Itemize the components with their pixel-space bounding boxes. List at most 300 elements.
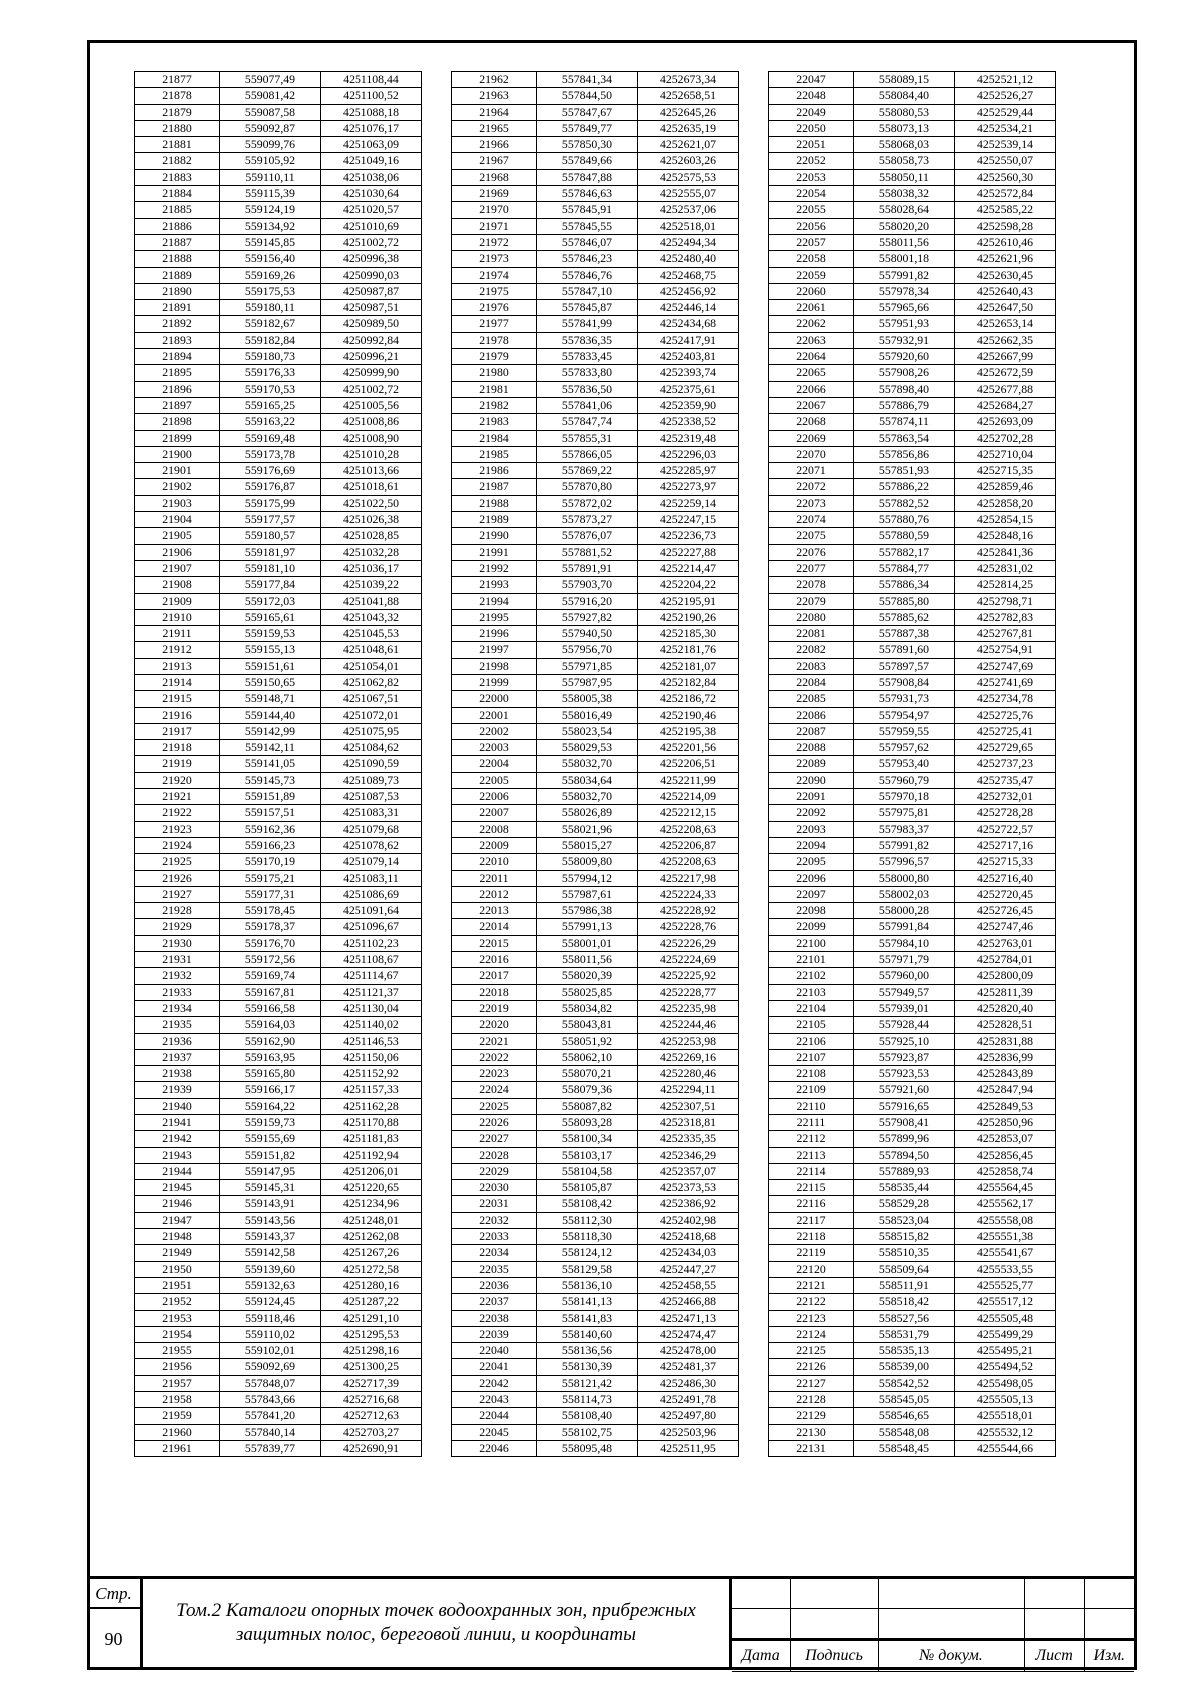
y-coordinate: 4252539,14 [955,137,1056,153]
y-coordinate: 4252684,27 [955,397,1056,413]
table-row [135,854,422,870]
y-coordinate: 4255495,21 [955,1343,1056,1359]
point-number: 22068 [769,414,854,430]
point-number: 22123 [769,1310,854,1326]
point-number: 21974 [452,267,537,283]
y-coordinate: 4252481,37 [638,1359,739,1375]
table-row [769,495,1056,511]
point-number: 21991 [452,544,537,560]
table-row [769,593,1056,609]
y-coordinate: 4251018,61 [321,479,422,495]
point-number: 22023 [452,1066,537,1082]
y-coordinate: 4252716,68 [321,1392,422,1408]
x-coordinate: 559180,11 [220,300,321,316]
table-row [769,1033,1056,1049]
x-coordinate: 559163,22 [220,414,321,430]
x-coordinate: 557908,26 [854,365,955,381]
x-coordinate: 557978,34 [854,283,955,299]
point-number: 22082 [769,642,854,658]
coordinate-table-1 [134,71,422,1457]
table-row [769,1180,1056,1196]
table-row [135,1033,422,1049]
table-row [135,626,422,642]
point-number: 22099 [769,919,854,935]
y-coordinate: 4251100,52 [321,88,422,104]
x-coordinate: 557845,87 [537,300,638,316]
x-coordinate: 557844,50 [537,88,638,104]
x-coordinate: 557965,66 [854,300,955,316]
y-coordinate: 4251206,01 [321,1163,422,1179]
point-number: 22048 [769,88,854,104]
x-coordinate: 559099,76 [220,137,321,153]
table-row [135,952,422,968]
table-row [769,1115,1056,1131]
x-coordinate: 557847,67 [537,104,638,120]
y-coordinate: 4252734,78 [955,691,1056,707]
y-coordinate: 4252280,46 [638,1066,739,1082]
table-row [135,251,422,267]
point-number: 22069 [769,430,854,446]
point-number: 21975 [452,283,537,299]
table-row [135,479,422,495]
point-number: 22006 [452,789,537,805]
point-number: 21906 [135,544,220,560]
point-number: 22130 [769,1424,854,1440]
table-row [452,1180,739,1196]
x-coordinate: 559151,82 [220,1147,321,1163]
y-coordinate: 4252319,48 [638,430,739,446]
table-row [769,952,1056,968]
table-row [135,935,422,951]
point-number: 22029 [452,1163,537,1179]
x-coordinate: 558095,48 [537,1440,638,1456]
y-coordinate: 4252853,07 [955,1131,1056,1147]
point-number: 21915 [135,691,220,707]
table-row [135,968,422,984]
point-number: 22125 [769,1343,854,1359]
y-coordinate: 4252754,91 [955,642,1056,658]
table-row [452,316,739,332]
point-number: 22066 [769,381,854,397]
table-row [769,349,1056,365]
x-coordinate: 559165,80 [220,1066,321,1082]
y-coordinate: 4251038,06 [321,169,422,185]
table-row [769,1392,1056,1408]
table-row [769,609,1056,625]
point-number: 21981 [452,381,537,397]
x-coordinate: 558001,01 [537,935,638,951]
table-row [452,854,739,870]
x-coordinate: 558058,73 [854,153,955,169]
point-number: 21893 [135,332,220,348]
table-row [452,1261,739,1277]
table-row [452,870,739,886]
x-coordinate: 558079,36 [537,1082,638,1098]
point-number: 22033 [452,1229,537,1245]
y-coordinate: 4252244,46 [638,1017,739,1033]
y-coordinate: 4252635,19 [638,120,739,136]
point-number: 21994 [452,593,537,609]
table-row [769,300,1056,316]
y-coordinate: 4252647,50 [955,300,1056,316]
table-row [135,1066,422,1082]
y-coordinate: 4252224,69 [638,952,739,968]
y-coordinate: 4252225,92 [638,968,739,984]
y-coordinate: 4252458,55 [638,1277,739,1293]
x-coordinate: 558136,56 [537,1343,638,1359]
y-coordinate: 4251026,38 [321,512,422,528]
x-coordinate: 559115,39 [220,186,321,202]
table-row [769,186,1056,202]
point-number: 22102 [769,968,854,984]
y-coordinate: 4252850,96 [955,1115,1056,1131]
x-coordinate: 557884,77 [854,560,955,576]
x-coordinate: 557881,52 [537,544,638,560]
y-coordinate: 4255551,38 [955,1229,1056,1245]
x-coordinate: 557953,40 [854,756,955,772]
x-coordinate: 557923,87 [854,1049,955,1065]
y-coordinate: 4251272,58 [321,1261,422,1277]
x-coordinate: 558002,03 [854,886,955,902]
table-row [452,952,739,968]
table-row [769,1196,1056,1212]
table-row [452,104,739,120]
table-row [769,267,1056,283]
y-coordinate: 4252854,15 [955,512,1056,528]
x-coordinate: 558000,28 [854,903,955,919]
y-coordinate: 4252273,97 [638,479,739,495]
x-coordinate: 557833,45 [537,349,638,365]
table-row [452,1017,739,1033]
x-coordinate: 558034,82 [537,1000,638,1016]
x-coordinate: 557851,93 [854,463,955,479]
x-coordinate: 559134,92 [220,218,321,234]
table-row [769,805,1056,821]
x-coordinate: 558102,75 [537,1424,638,1440]
y-coordinate: 4251045,53 [321,626,422,642]
point-number: 22104 [769,1000,854,1016]
point-number: 21964 [452,104,537,120]
x-coordinate: 558141,13 [537,1294,638,1310]
y-coordinate: 4252732,01 [955,789,1056,805]
table-row [135,397,422,413]
table-row [452,1294,739,1310]
y-coordinate: 4250996,38 [321,251,422,267]
x-coordinate: 559166,17 [220,1082,321,1098]
y-coordinate: 4252226,29 [638,935,739,951]
table-row [769,1245,1056,1261]
point-number: 22120 [769,1261,854,1277]
y-coordinate: 4252712,63 [321,1408,422,1424]
point-number: 21916 [135,707,220,723]
y-coordinate: 4251087,53 [321,789,422,805]
x-coordinate: 557960,00 [854,968,955,984]
point-number: 21944 [135,1163,220,1179]
y-coordinate: 4252447,27 [638,1261,739,1277]
point-number: 21907 [135,560,220,576]
y-coordinate: 4251181,83 [321,1131,422,1147]
point-number: 22051 [769,137,854,153]
y-coordinate: 4251041,88 [321,593,422,609]
x-coordinate: 558032,70 [537,756,638,772]
x-coordinate: 558518,42 [854,1294,955,1310]
point-number: 21960 [135,1424,220,1440]
point-number: 21941 [135,1115,220,1131]
x-coordinate: 559159,73 [220,1115,321,1131]
y-coordinate: 4251062,82 [321,674,422,690]
y-coordinate: 4252831,88 [955,1033,1056,1049]
y-coordinate: 4252621,07 [638,137,739,153]
x-coordinate: 558020,39 [537,968,638,984]
y-coordinate: 4255518,01 [955,1408,1056,1424]
x-coordinate: 557987,95 [537,674,638,690]
y-coordinate: 4252386,92 [638,1196,739,1212]
y-coordinate: 4252715,33 [955,854,1056,870]
x-coordinate: 559165,61 [220,609,321,625]
x-coordinate: 557850,30 [537,137,638,153]
table-row [452,1115,739,1131]
y-coordinate: 4252728,28 [955,805,1056,821]
point-number: 21921 [135,789,220,805]
y-coordinate: 4252550,07 [955,153,1056,169]
y-coordinate: 4255517,12 [955,1294,1056,1310]
table-row [452,1359,739,1375]
y-coordinate: 4252418,68 [638,1229,739,1245]
x-coordinate: 557841,34 [537,72,638,88]
table-row [135,691,422,707]
table-row [769,658,1056,674]
y-coordinate: 4252726,45 [955,903,1056,919]
point-number: 21879 [135,104,220,120]
x-coordinate: 557855,31 [537,430,638,446]
y-coordinate: 4251248,01 [321,1212,422,1228]
y-coordinate: 4252630,45 [955,267,1056,283]
table-row [452,707,739,723]
y-coordinate: 4252820,40 [955,1000,1056,1016]
table-row [769,1163,1056,1179]
table-row [769,1375,1056,1391]
point-number: 22081 [769,626,854,642]
table-row [135,821,422,837]
table-row [135,1147,422,1163]
table-row [769,332,1056,348]
point-number: 22055 [769,202,854,218]
point-number: 21971 [452,218,537,234]
x-coordinate: 558114,73 [537,1392,638,1408]
point-number: 21901 [135,463,220,479]
x-coordinate: 558535,44 [854,1180,955,1196]
y-coordinate: 4255564,45 [955,1180,1056,1196]
point-number: 21953 [135,1310,220,1326]
point-number: 21998 [452,658,537,674]
point-number: 22071 [769,463,854,479]
x-coordinate: 559175,53 [220,283,321,299]
point-number: 21891 [135,300,220,316]
point-number: 22091 [769,789,854,805]
table-row [452,1196,739,1212]
point-number: 21987 [452,479,537,495]
point-number: 21912 [135,642,220,658]
table-row [135,120,422,136]
y-coordinate: 4252247,15 [638,512,739,528]
table-row [452,365,739,381]
y-coordinate: 4252645,26 [638,104,739,120]
y-coordinate: 4252722,57 [955,821,1056,837]
point-number: 22098 [769,903,854,919]
x-coordinate: 557833,80 [537,365,638,381]
y-coordinate: 4252259,14 [638,495,739,511]
point-number: 21955 [135,1343,220,1359]
table-row [452,903,739,919]
y-coordinate: 4251079,14 [321,854,422,870]
revision-cell [1084,1609,1134,1640]
y-coordinate: 4251028,85 [321,528,422,544]
table-row [452,691,739,707]
x-coordinate: 558112,30 [537,1212,638,1228]
table-row [135,267,422,283]
table-row [452,919,739,935]
table-row [769,1212,1056,1228]
table-row [135,609,422,625]
y-coordinate: 4251054,01 [321,658,422,674]
point-number: 22010 [452,854,537,870]
x-coordinate: 558535,13 [854,1343,955,1359]
x-coordinate: 559081,42 [220,88,321,104]
x-coordinate: 557849,77 [537,120,638,136]
point-number: 21898 [135,414,220,430]
point-number: 21954 [135,1326,220,1342]
point-number: 22058 [769,251,854,267]
x-coordinate: 559176,87 [220,479,321,495]
x-coordinate: 559181,97 [220,544,321,560]
table-row [769,528,1056,544]
table-row [452,1163,739,1179]
point-number: 22118 [769,1229,854,1245]
x-coordinate: 558034,64 [537,772,638,788]
point-number: 21947 [135,1212,220,1228]
table-row [135,1017,422,1033]
table-row [769,1261,1056,1277]
table-row [135,903,422,919]
document-title: Том.2 Каталоги опорных точек водоохранных зон, прибрежных защитных полос, береговой линии, и координаты [143,1579,732,1670]
point-number: 22015 [452,935,537,951]
column-sheet: Лист [1024,1640,1084,1672]
x-coordinate: 558032,70 [537,789,638,805]
point-number: 22075 [769,528,854,544]
table-row [452,1326,739,1342]
point-number: 21890 [135,283,220,299]
x-coordinate: 559164,03 [220,1017,321,1033]
x-coordinate: 557863,54 [854,430,955,446]
table-row [452,1082,739,1098]
table-row [135,886,422,902]
point-number: 21938 [135,1066,220,1082]
x-coordinate: 559165,25 [220,397,321,413]
x-coordinate: 557921,60 [854,1082,955,1098]
table-row [452,397,739,413]
x-coordinate: 557908,41 [854,1115,955,1131]
y-coordinate: 4252725,41 [955,723,1056,739]
y-coordinate: 4251010,28 [321,446,422,462]
point-number: 21968 [452,169,537,185]
table-row [452,544,739,560]
point-number: 22028 [452,1147,537,1163]
x-coordinate: 557874,11 [854,414,955,430]
x-coordinate: 557870,80 [537,479,638,495]
y-coordinate: 4251220,65 [321,1180,422,1196]
point-number: 21977 [452,316,537,332]
y-coordinate: 4251091,64 [321,903,422,919]
x-coordinate: 557925,10 [854,1033,955,1049]
y-coordinate: 4251298,16 [321,1343,422,1359]
table-row [769,919,1056,935]
x-coordinate: 557849,66 [537,153,638,169]
y-coordinate: 4252798,71 [955,593,1056,609]
x-coordinate: 558093,28 [537,1115,638,1131]
x-coordinate: 559142,11 [220,740,321,756]
point-number: 21918 [135,740,220,756]
table-row [452,137,739,153]
point-number: 21988 [452,495,537,511]
x-coordinate: 559156,40 [220,251,321,267]
x-coordinate: 559143,37 [220,1229,321,1245]
table-row [769,1147,1056,1163]
y-coordinate: 4251079,68 [321,821,422,837]
x-coordinate: 559164,22 [220,1098,321,1114]
point-number: 21940 [135,1098,220,1114]
point-number: 21897 [135,397,220,413]
table-row [135,365,422,381]
x-coordinate: 557991,82 [854,837,955,853]
point-number: 21885 [135,202,220,218]
y-coordinate: 4251083,11 [321,870,422,886]
revision-grid [732,1579,1134,1670]
point-number: 22092 [769,805,854,821]
point-number: 22046 [452,1440,537,1456]
table-row [135,740,422,756]
point-number: 22047 [769,72,854,88]
x-coordinate: 559124,45 [220,1294,321,1310]
y-coordinate: 4251076,17 [321,120,422,136]
point-number: 21957 [135,1375,220,1391]
y-coordinate: 4255505,13 [955,1392,1056,1408]
table-row [135,1163,422,1179]
table-row [452,1049,739,1065]
table-row [452,218,739,234]
y-coordinate: 4252717,16 [955,837,1056,853]
y-coordinate: 4252296,03 [638,446,739,462]
table-row [769,463,1056,479]
table-row [135,1408,422,1424]
x-coordinate: 559139,60 [220,1261,321,1277]
y-coordinate: 4252491,78 [638,1392,739,1408]
point-number: 22057 [769,234,854,250]
x-coordinate: 557983,37 [854,821,955,837]
x-coordinate: 559102,01 [220,1343,321,1359]
point-number: 21996 [452,626,537,642]
point-number: 21931 [135,952,220,968]
point-number: 22094 [769,837,854,853]
table-row [769,120,1056,136]
table-row [135,1440,422,1456]
table-row [769,837,1056,853]
y-coordinate: 4251008,86 [321,414,422,430]
y-coordinate: 4252307,51 [638,1098,739,1114]
y-coordinate: 4252534,21 [955,120,1056,136]
y-coordinate: 4251102,23 [321,935,422,951]
table-row [135,984,422,1000]
y-coordinate: 4252211,99 [638,772,739,788]
